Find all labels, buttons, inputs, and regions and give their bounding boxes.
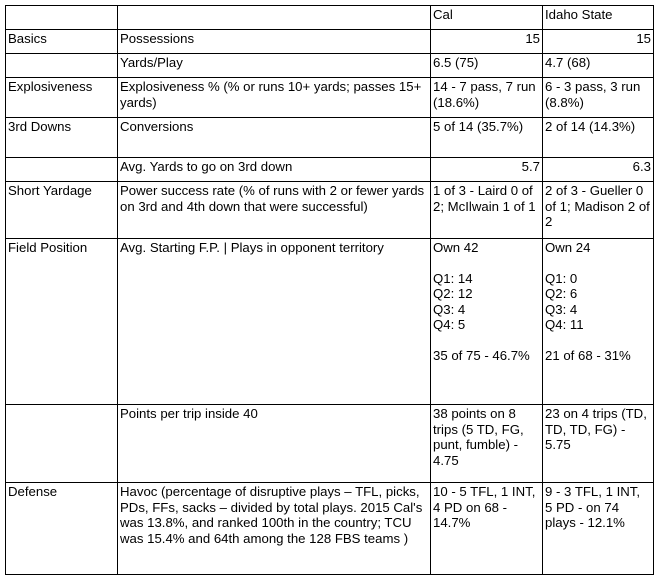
cal-q2-plays: Q2: 12 [433, 286, 473, 301]
category-cell [6, 54, 118, 78]
table-row-conversions [6, 118, 654, 158]
isu-q2-plays: Q2: 6 [545, 286, 578, 301]
table-row-third-down-distance [6, 158, 654, 182]
metric-cell: Power success rate (% of runs with 2 or fewer yards on 3rd and 4th down that were successful) [118, 182, 431, 239]
metric-cell: Conversions [118, 118, 431, 158]
category-cell: Explosiveness [6, 78, 118, 118]
category-cell: Short Yardage [6, 182, 118, 239]
table-row-possessions [6, 30, 654, 54]
isu-value-cell: 6 - 3 pass, 3 run (8.8%) [543, 78, 654, 118]
table-row-yards-per-play [6, 54, 654, 78]
isu-value-cell: 2 of 3 - Gueller 0 of 1; Madison 2 of 2 [543, 182, 654, 239]
metric-cell: Points per trip inside 40 [118, 405, 431, 483]
header-row [6, 6, 654, 30]
cal-q4-plays: Q4: 5 [433, 317, 466, 332]
spacer [545, 333, 651, 348]
category-cell [6, 405, 118, 483]
spacer [433, 333, 540, 348]
isu-q4-plays: Q4: 11 [545, 317, 584, 332]
metric-cell: Avg. Starting F.P. | Plays in opponent territory [118, 239, 431, 405]
header-team-idaho-state: Idaho State [543, 6, 654, 30]
category-cell: 3rd Downs [6, 118, 118, 158]
header-blank-category [6, 6, 118, 30]
spacer [545, 256, 651, 271]
cal-value-cell: 5.7 [431, 158, 543, 182]
cal-value-cell: 10 - 5 TFL, 1 INT, 4 PD on 68 - 14.7% [431, 483, 543, 575]
cal-value-cell: 5 of 14 (35.7%) [431, 118, 543, 158]
spacer [433, 256, 540, 271]
table-row-points-per-trip [6, 405, 654, 483]
cal-plays-total: 35 of 75 - 46.7% [433, 347, 530, 363]
isu-value-cell: 15 [543, 30, 654, 54]
table-row-field-position [6, 239, 654, 405]
cal-value-cell: 6.5 (75) [431, 54, 543, 78]
metric-cell: Possessions [118, 30, 431, 54]
cal-value-cell: 1 of 3 - Laird 0 of 2; McIlwain 1 of 1 [431, 182, 543, 239]
cal-value-cell: 15 [431, 30, 543, 54]
isu-q1-plays: Q1: 0 [545, 270, 578, 286]
table-row-short-yardage [6, 182, 654, 239]
table-row-defense [6, 483, 654, 575]
category-cell: Basics [6, 30, 118, 54]
metric-cell: Havoc (percentage of disruptive plays – TFL, picks, PDs, FFs, sacks – divided by total plays. 2015 Cal's was 13.8%, and ranked 100th in the country; TCU was 15.4% and 64th among the 128 FBS teams ) [118, 483, 431, 575]
metric-cell: Avg. Yards to go on 3rd down [118, 158, 431, 182]
cal-start-position: Own 42 [433, 240, 479, 255]
category-cell [6, 158, 118, 182]
table-row-explosiveness [6, 78, 654, 118]
cal-value-cell [431, 239, 543, 405]
metric-cell: Explosiveness % (% or runs 10+ yards; passes 15+ yards) [118, 78, 431, 118]
isu-value-cell: 9 - 3 TFL, 1 INT, 5 PD - on 74 plays - 12.1% [543, 483, 654, 575]
header-blank-metric [118, 6, 431, 30]
isu-plays-total: 21 of 68 - 31% [545, 347, 631, 363]
cal-value-cell: 14 - 7 pass, 7 run (18.6%) [431, 78, 543, 118]
category-cell: Defense [6, 483, 118, 575]
isu-q3-plays: Q3: 4 [545, 301, 578, 317]
category-cell: Field Position [6, 239, 118, 405]
isu-value-cell: 4.7 (68) [543, 54, 654, 78]
isu-value-cell: 23 on 4 trips (TD, TD, TD, FG) - 5.75 [543, 405, 654, 483]
isu-start-position: Own 24 [545, 240, 591, 255]
isu-value-cell [543, 239, 654, 405]
isu-value-cell: 2 of 14 (14.3%) [543, 118, 654, 158]
cal-q3-plays: Q3: 4 [433, 301, 466, 317]
stats-table [5, 5, 654, 575]
cal-value-cell: 38 points on 8 trips (5 TD, FG, punt, fumble) - 4.75 [431, 405, 543, 483]
cal-q1-plays: Q1: 14 [433, 270, 473, 286]
isu-value-cell: 6.3 [543, 158, 654, 182]
metric-cell: Yards/Play [118, 54, 431, 78]
header-team-cal: Cal [431, 6, 543, 30]
